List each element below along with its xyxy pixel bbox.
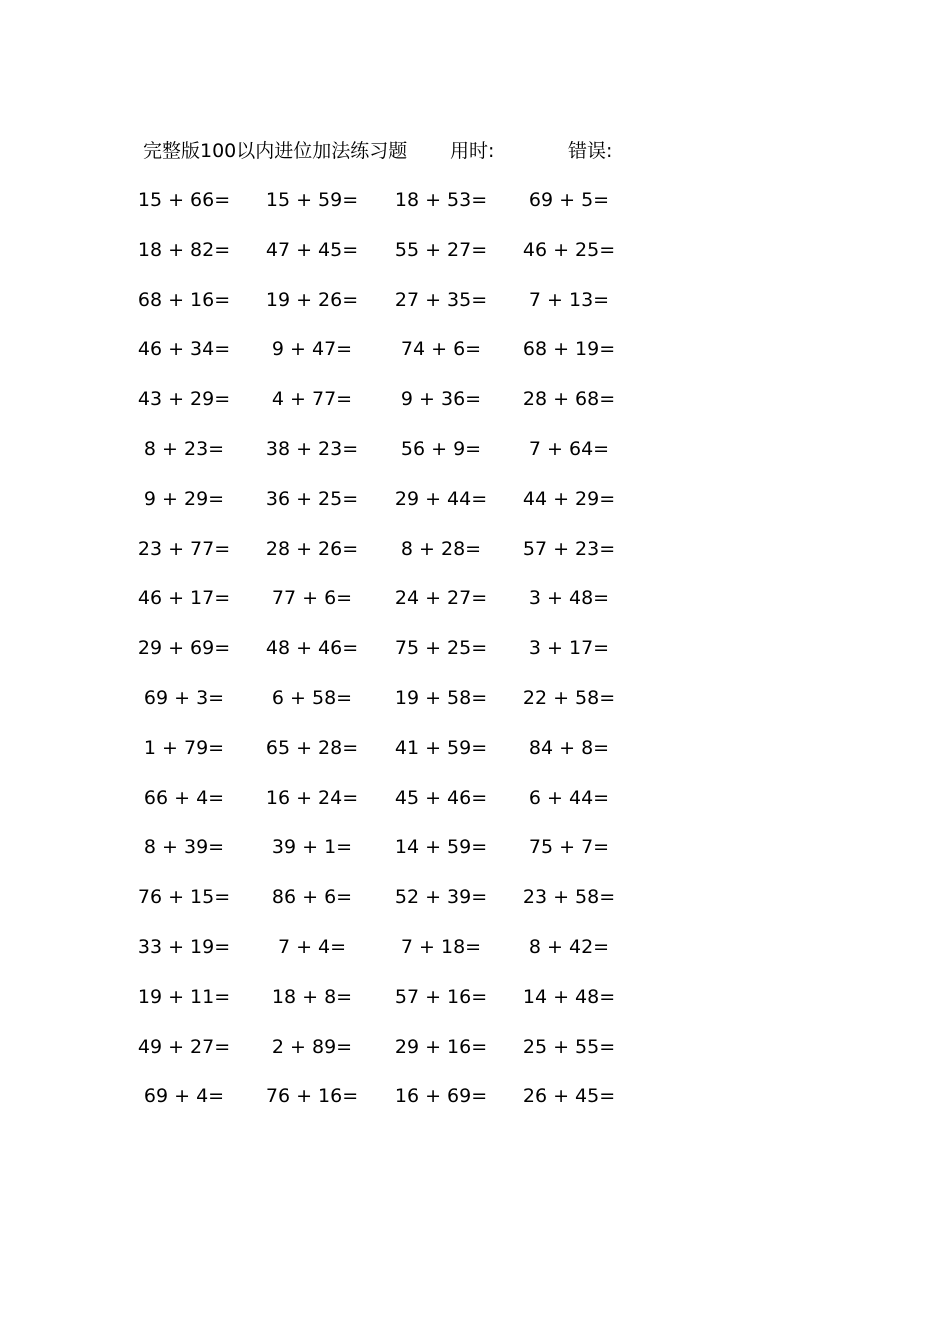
addition-problem: 46 + 34= bbox=[137, 338, 231, 361]
addition-problem: 14 + 59= bbox=[394, 836, 488, 859]
addition-problem: 28 + 26= bbox=[265, 537, 359, 560]
problem-row bbox=[0, 1082, 950, 1110]
addition-problem: 14 + 48= bbox=[522, 985, 616, 1008]
addition-problem: 84 + 8= bbox=[528, 736, 610, 759]
addition-problem: 19 + 58= bbox=[394, 687, 488, 709]
time-used-label: 用时: bbox=[450, 140, 495, 162]
problem-row bbox=[0, 186, 950, 214]
addition-problem: 68 + 16= bbox=[137, 288, 231, 311]
addition-problem: 29 + 44= bbox=[394, 487, 488, 510]
addition-problem: 74 + 6= bbox=[400, 338, 482, 361]
problem-row bbox=[0, 335, 950, 363]
addition-problem: 43 + 29= bbox=[137, 388, 231, 411]
addition-problem: 75 + 25= bbox=[394, 637, 488, 660]
addition-problem: 45 + 46= bbox=[394, 786, 488, 809]
addition-problem: 8 + 23= bbox=[143, 438, 225, 460]
addition-problem: 29 + 69= bbox=[137, 637, 231, 660]
problem-row bbox=[0, 684, 950, 712]
addition-problem: 25 + 55= bbox=[522, 1035, 616, 1058]
addition-problem: 16 + 69= bbox=[394, 1085, 488, 1108]
addition-problem: 7 + 64= bbox=[528, 438, 610, 460]
addition-problem: 19 + 11= bbox=[137, 985, 231, 1008]
addition-problem: 27 + 35= bbox=[394, 288, 488, 311]
addition-problem: 7 + 13= bbox=[528, 288, 610, 311]
addition-problem: 26 + 45= bbox=[522, 1085, 616, 1108]
addition-problem: 47 + 45= bbox=[265, 238, 359, 261]
addition-problem: 7 + 4= bbox=[277, 936, 347, 958]
addition-problem: 8 + 28= bbox=[400, 537, 482, 560]
problem-row bbox=[0, 286, 950, 314]
addition-problem: 49 + 27= bbox=[137, 1035, 231, 1058]
addition-problem: 57 + 16= bbox=[394, 985, 488, 1008]
addition-problem: 76 + 15= bbox=[137, 886, 231, 909]
addition-problem: 23 + 77= bbox=[137, 537, 231, 560]
problem-row bbox=[0, 634, 950, 662]
addition-problem: 46 + 17= bbox=[137, 587, 231, 610]
addition-problem: 6 + 44= bbox=[528, 786, 610, 809]
addition-problem: 69 + 5= bbox=[528, 189, 610, 211]
addition-problem: 8 + 39= bbox=[143, 836, 225, 859]
addition-problem: 9 + 29= bbox=[143, 487, 225, 510]
addition-problem: 24 + 27= bbox=[394, 587, 488, 610]
problem-row bbox=[0, 236, 950, 264]
worksheet-title: 完整版100以内进位加法练习题 bbox=[143, 140, 408, 162]
problem-row bbox=[0, 584, 950, 612]
addition-problem: 86 + 6= bbox=[271, 886, 353, 909]
addition-problem: 52 + 39= bbox=[394, 886, 488, 909]
addition-problem: 3 + 48= bbox=[528, 587, 610, 610]
problem-row bbox=[0, 784, 950, 812]
problem-row bbox=[0, 385, 950, 413]
addition-problem: 65 + 28= bbox=[265, 736, 359, 759]
addition-problem: 36 + 25= bbox=[265, 487, 359, 510]
addition-problem: 16 + 24= bbox=[265, 786, 359, 809]
addition-problem: 6 + 58= bbox=[271, 687, 353, 709]
addition-problem: 69 + 4= bbox=[143, 1085, 225, 1108]
addition-problem: 9 + 36= bbox=[400, 388, 482, 411]
addition-problem: 23 + 58= bbox=[522, 886, 616, 909]
addition-problem: 44 + 29= bbox=[522, 487, 616, 510]
problem-row bbox=[0, 983, 950, 1011]
problem-row bbox=[0, 833, 950, 861]
addition-problem: 66 + 4= bbox=[143, 786, 225, 809]
addition-problem: 68 + 19= bbox=[522, 338, 616, 361]
addition-problem: 22 + 58= bbox=[522, 687, 616, 709]
worksheet-header bbox=[0, 137, 950, 165]
addition-problem: 28 + 68= bbox=[522, 388, 616, 411]
problem-row bbox=[0, 883, 950, 911]
problem-row bbox=[0, 435, 950, 463]
addition-problem: 1 + 79= bbox=[143, 736, 225, 759]
addition-problem: 15 + 59= bbox=[265, 189, 359, 211]
problem-row bbox=[0, 933, 950, 961]
problem-row bbox=[0, 535, 950, 563]
problem-row bbox=[0, 734, 950, 762]
addition-problem: 48 + 46= bbox=[265, 637, 359, 660]
addition-problem: 18 + 82= bbox=[137, 238, 231, 261]
addition-problem: 8 + 42= bbox=[528, 936, 610, 958]
addition-problem: 39 + 1= bbox=[271, 836, 353, 859]
addition-problem: 57 + 23= bbox=[522, 537, 616, 560]
addition-problem: 3 + 17= bbox=[528, 637, 610, 660]
addition-problem: 4 + 77= bbox=[271, 388, 353, 411]
error-count-label: 错误: bbox=[568, 140, 613, 162]
addition-problem: 7 + 18= bbox=[400, 936, 482, 958]
addition-problem: 69 + 3= bbox=[143, 687, 225, 709]
addition-problem: 41 + 59= bbox=[394, 736, 488, 759]
addition-problem: 9 + 47= bbox=[271, 338, 353, 361]
addition-problem: 46 + 25= bbox=[522, 238, 616, 261]
addition-problem: 15 + 66= bbox=[137, 189, 231, 211]
problem-row bbox=[0, 485, 950, 513]
addition-problem: 2 + 89= bbox=[271, 1035, 353, 1058]
addition-problem: 55 + 27= bbox=[394, 238, 488, 261]
addition-problem: 75 + 7= bbox=[528, 836, 610, 859]
addition-problem: 38 + 23= bbox=[265, 438, 359, 460]
addition-problem: 33 + 19= bbox=[137, 936, 231, 958]
addition-problem: 18 + 8= bbox=[271, 985, 353, 1008]
addition-problem: 29 + 16= bbox=[394, 1035, 488, 1058]
addition-problem: 19 + 26= bbox=[265, 288, 359, 311]
addition-problem: 56 + 9= bbox=[400, 438, 482, 460]
addition-problem: 18 + 53= bbox=[394, 189, 488, 211]
problem-row bbox=[0, 1033, 950, 1061]
addition-problem: 77 + 6= bbox=[271, 587, 353, 610]
addition-problem: 76 + 16= bbox=[265, 1085, 359, 1108]
